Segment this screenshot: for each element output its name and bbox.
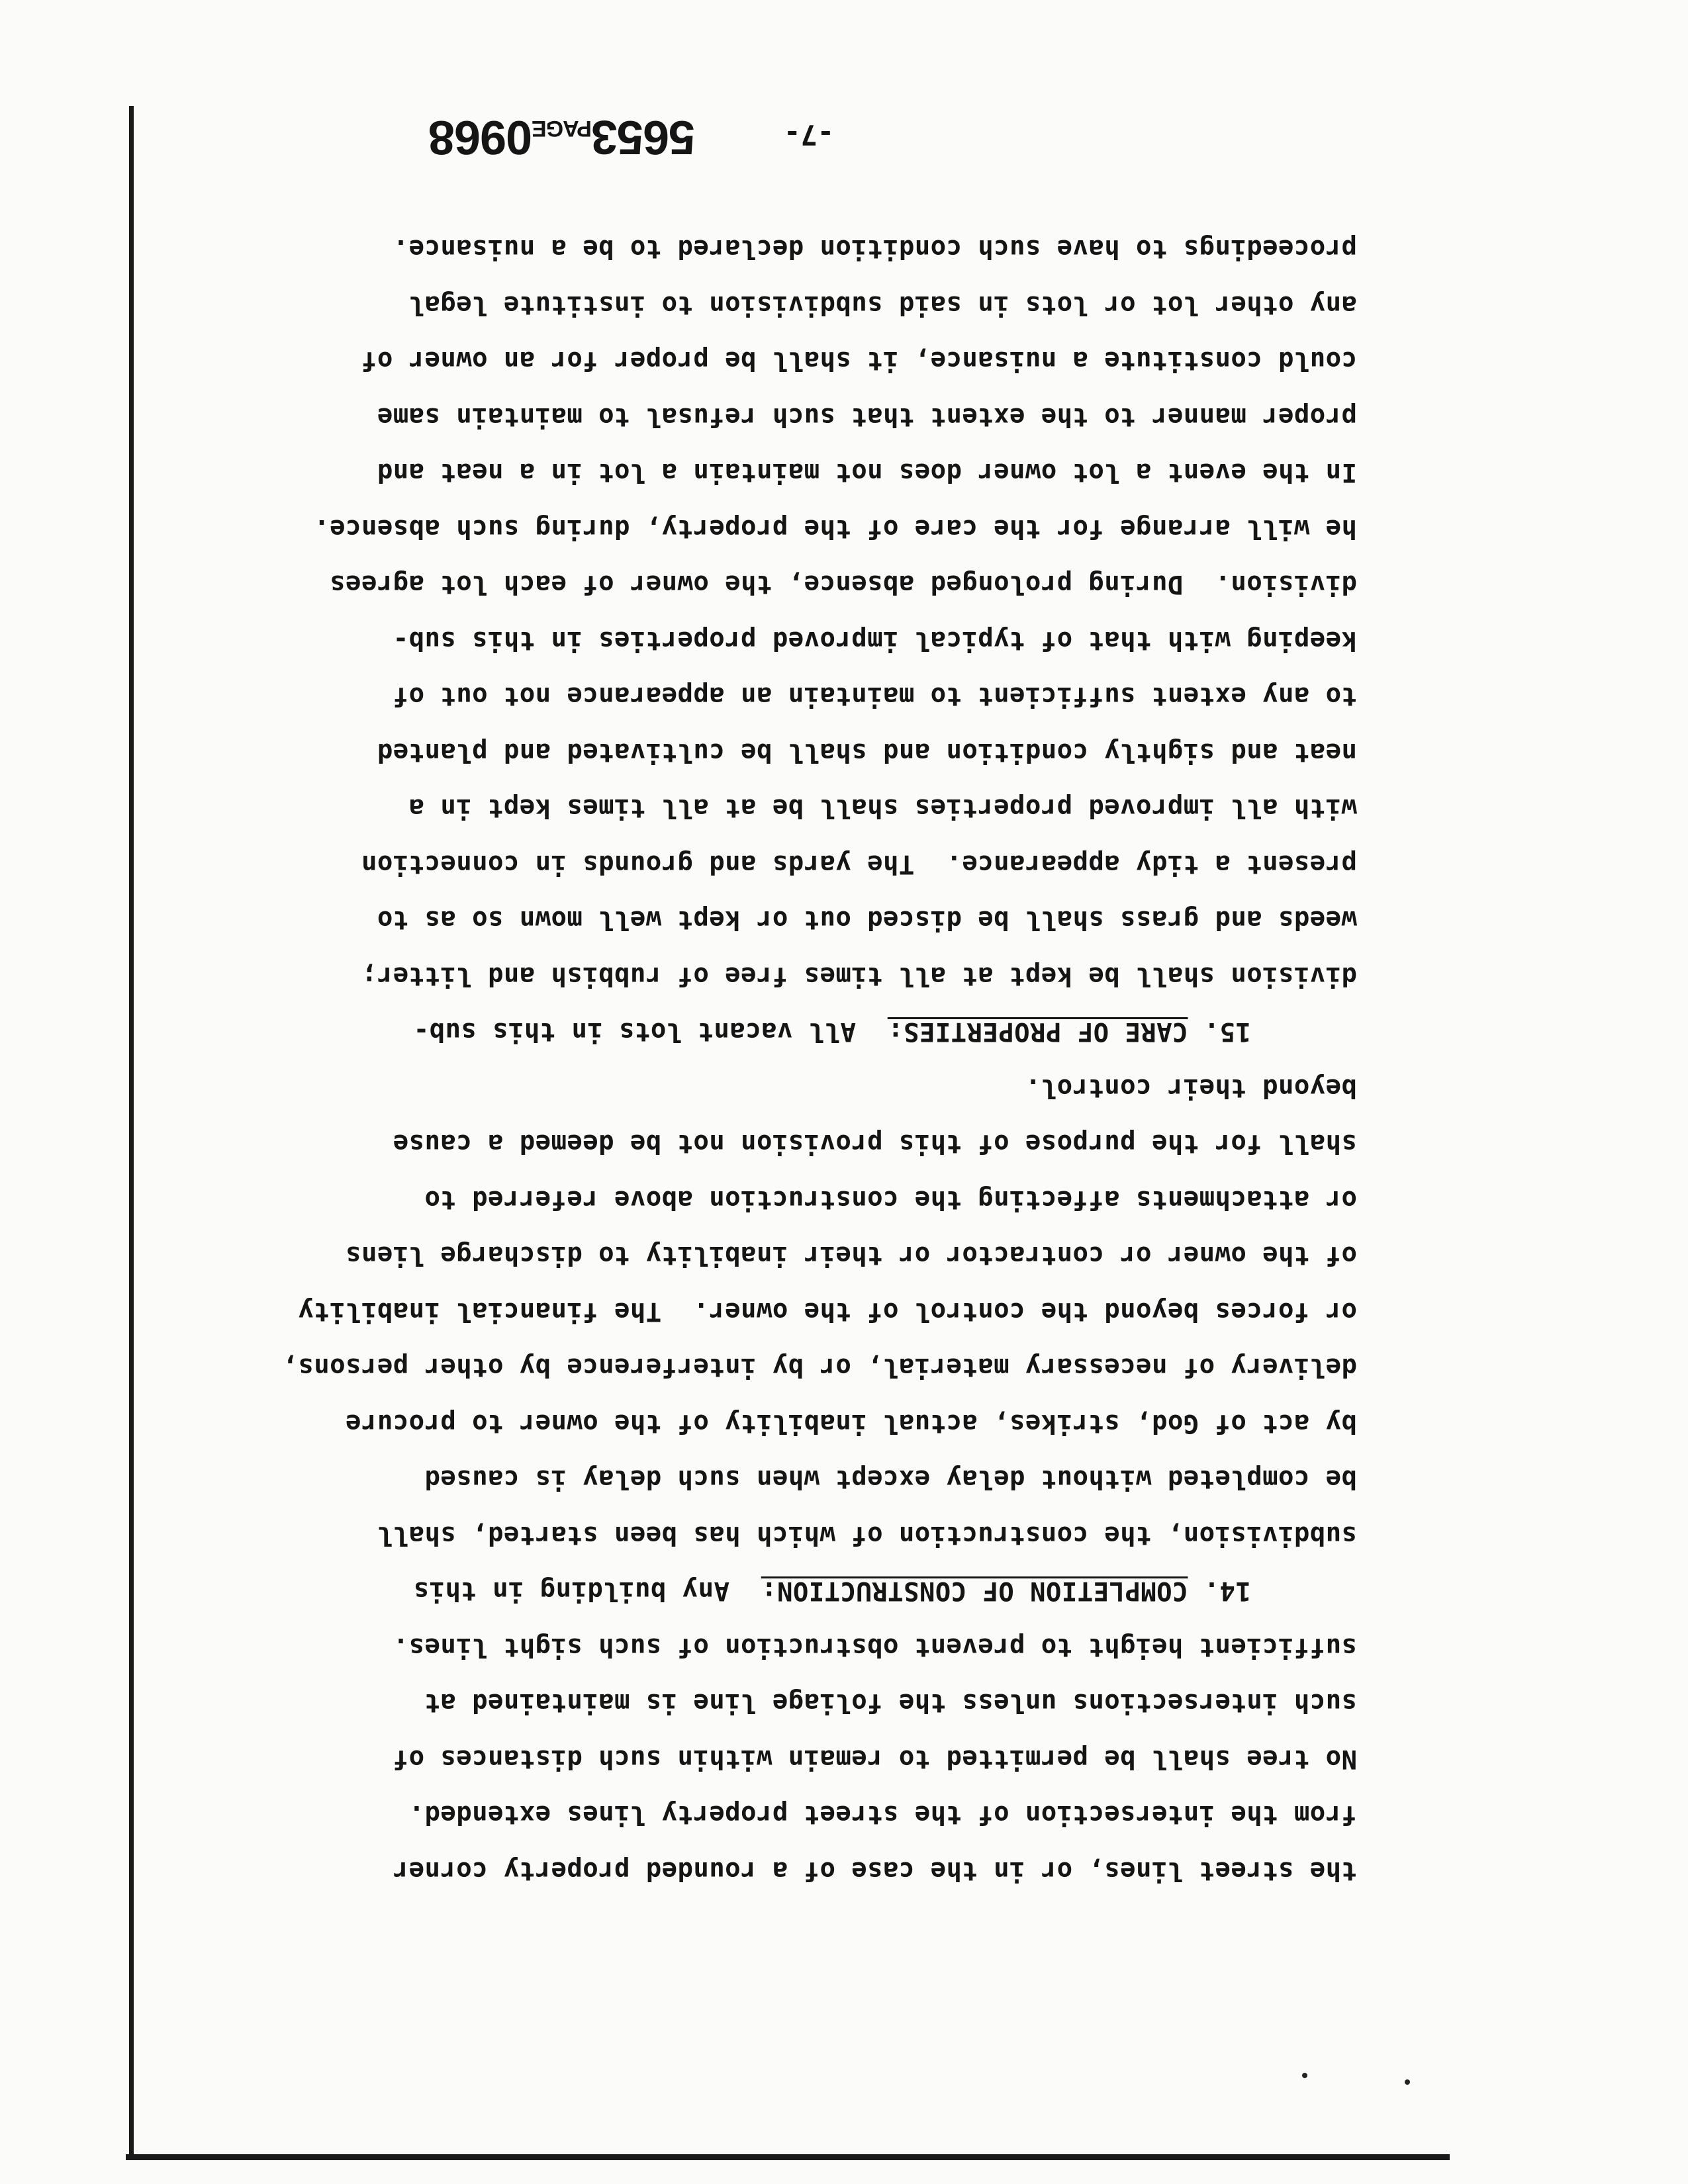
body-line: present a tidy appearance. The yards and grounds in connection [361,849,1357,879]
body-line: No tree shall be permitted to remain within such distances of [393,1744,1357,1774]
page-label: PAGE [532,116,592,141]
top-border-rule [126,2154,1450,2160]
book-page-reference [429,95,695,170]
body-line: or forces beyond the control of the owner. The financial inability [298,1297,1357,1326]
body-line: proceedings to have such condition declared to be a nuisance. [393,234,1357,264]
document-body [282,220,1357,1898]
section-heading-line [324,1563,1357,1619]
body-line: delivery of necessary material, or by interference by other persons, [282,1352,1357,1383]
section-heading: COMPLETION OF CONSTRUCTION: [761,1576,1188,1606]
body-line: the street lines, or in the case of a rounded property corner [393,1856,1357,1886]
body-line: neat and sightly condition and shall be cultivated and planted [377,737,1357,767]
body-line: by act of God, strikes, actual inability of the owner to procure [345,1408,1357,1438]
body-line: In the event a lot owner does not maintain a lot in a neat and [377,457,1357,488]
body-line: proper manner to the extent that such refusal to maintain same [377,402,1357,432]
body-line: could constitute a nuisance, it shall be proper for an owner of [361,345,1357,376]
body-line: sufficient height to prevent obstruction of such sight lines. [393,1632,1357,1662]
book-number: 5653 [591,111,695,163]
body-line: division shall be kept at all times free of rubbish and litter; [361,961,1357,991]
body-line: with all improved properties shall be at all times kept in a [408,793,1357,823]
body-line: to any extent sufficient to maintain an appearance not out of [393,681,1357,711]
page-footer [0,101,1688,161]
speck [1405,2079,1410,2085]
recorded-page-number: 0968 [428,111,532,163]
body-line: keeping with that of typical improved properties in this sub- [393,625,1357,655]
body-line: be completed without delay except when such delay is caused [424,1464,1357,1494]
speck [1302,2073,1307,2078]
body-line: such intersections unless the foliage line is maintained at [424,1688,1357,1718]
body-line: Any building in this [413,1576,761,1606]
body-line: any other lot or lots in said subdivision to institute legal [408,290,1357,320]
page-number: -7- [784,118,834,151]
section-heading-line [324,1003,1357,1060]
body-line: weeds and grass shall be disced out or kept well mown so as to [377,905,1357,935]
body-line: of the owner or contractor or their inability to discharge liens [345,1240,1357,1271]
section-number: 14. [1203,1576,1251,1606]
body-line: or attachments affecting the construction above referred to [424,1185,1357,1214]
body-line: beyond their control. [1025,1073,1357,1103]
body-line: subdivision, the construction of which has been started, shall [377,1520,1357,1550]
body-line: shall for the purpose of this provision not be deemed a cause [393,1128,1357,1159]
body-line: he will arrange for the care of the property, during such absence. [313,514,1357,543]
section-heading: CARE OF PROPERTIES: [887,1017,1188,1047]
body-line: All vacant lots in this sub- [413,1017,888,1047]
right-border-rule [129,106,134,2158]
body-line: division. During prolonged absence, the owner of each lot agrees [329,569,1357,600]
body-line: from the intersection of the street property lines extended. [408,1799,1357,1830]
section-number: 15. [1203,1017,1251,1047]
